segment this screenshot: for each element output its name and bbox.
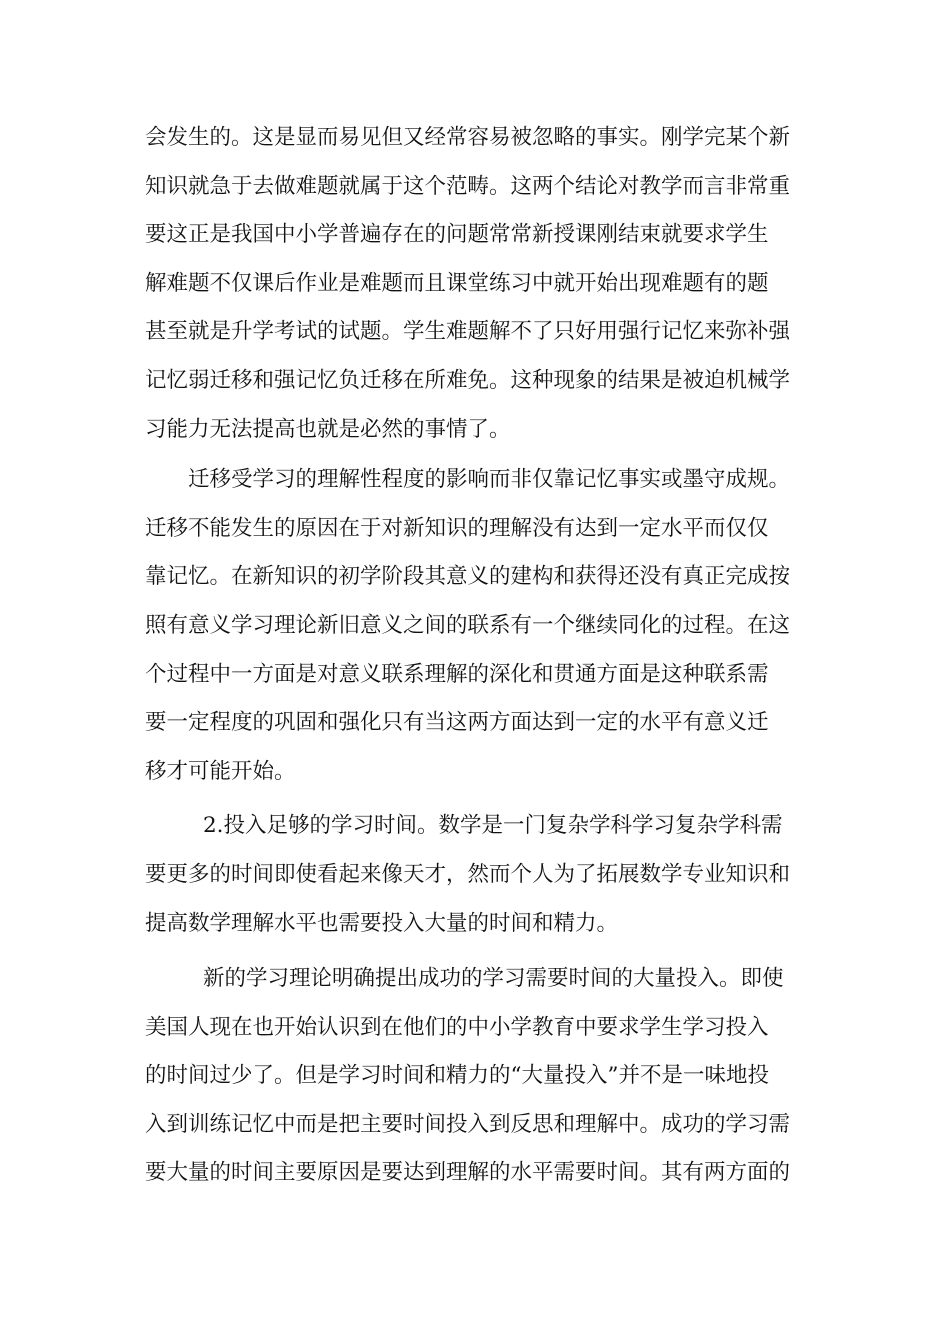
text-line: 要大量的时间主要原因是要达到理解的水平需要时间。其有两方面的 — [145, 1160, 791, 1186]
text-line: 要更多的时间即使看起来像天才，然而个人为了拓展数学专业知识和 — [145, 861, 791, 887]
text-line: 靠记忆。在新知识的初学阶段其意义的建构和获得还没有真正完成按 — [145, 564, 791, 590]
text-line: 的时间过少了。但是学习时间和精力的“大量投入”并不是一味地投 — [145, 1063, 769, 1089]
text-line: 移才可能开始。 — [145, 758, 296, 784]
text-line: 2.投入足够的学习时间。数学是一门复杂学科学习复杂学科需 — [203, 813, 783, 839]
text-line: 新的学习理论明确提出成功的学习需要时间的大量投入。即使 — [203, 966, 784, 992]
text-line: 提高数学理解水平也需要投入大量的时间和精力。 — [145, 910, 619, 936]
text-line: 要一定程度的巩固和强化只有当这两方面达到一定的水平有意义迁 — [145, 710, 769, 736]
paragraph-4 — [145, 955, 805, 1198]
text-line: 知识就急于去做难题就属于这个范畴。这两个结论对教学而言非常重 — [145, 173, 791, 199]
text-line: 美国人现在也开始认识到在他们的中小学教育中要求学生学习投入 — [145, 1014, 769, 1040]
paragraph-2 — [145, 456, 805, 796]
text-line: 会发生的。这是显而易见但又经常容易被忽略的事实。刚学完某个新 — [145, 125, 791, 150]
text-line: 个过程中一方面是对意义联系理解的深化和贯通方面是这种联系需 — [145, 661, 769, 687]
text-line: 习能力无法提高也就是必然的事情了。 — [145, 416, 511, 442]
text-line: 入到训练记忆中而是把主要时间投入到反思和理解中。成功的学习需 — [145, 1111, 791, 1137]
text-line: 甚至就是升学考试的试题。学生难题解不了只好用强行记忆来弥补强 — [145, 319, 791, 345]
text-line: 照有意义学习理论新旧意义之间的联系有一个继续同化的过程。在这 — [145, 612, 791, 638]
paragraph-3 — [145, 802, 805, 948]
text-line: 迁移不能发生的原因在于对新知识的理解没有达到一定水平而仅仅 — [145, 515, 769, 541]
text-line: 迁移受学习的理解性程度的影响而非仅靠记忆事实或墨守成规。 — [188, 467, 791, 493]
body-text — [145, 114, 805, 1198]
text-line: 要这正是我国中小学普遍存在的问题常常新授课刚结束就要求学生 — [145, 222, 769, 248]
text-line: 记忆弱迁移和强记忆负迁移在所难免。这种现象的结果是被迫机械学 — [145, 367, 791, 393]
text-line: 解难题不仅课后作业是难题而且课堂练习中就开始出现难题有的题 — [145, 270, 769, 296]
paragraph-1 — [145, 114, 805, 454]
